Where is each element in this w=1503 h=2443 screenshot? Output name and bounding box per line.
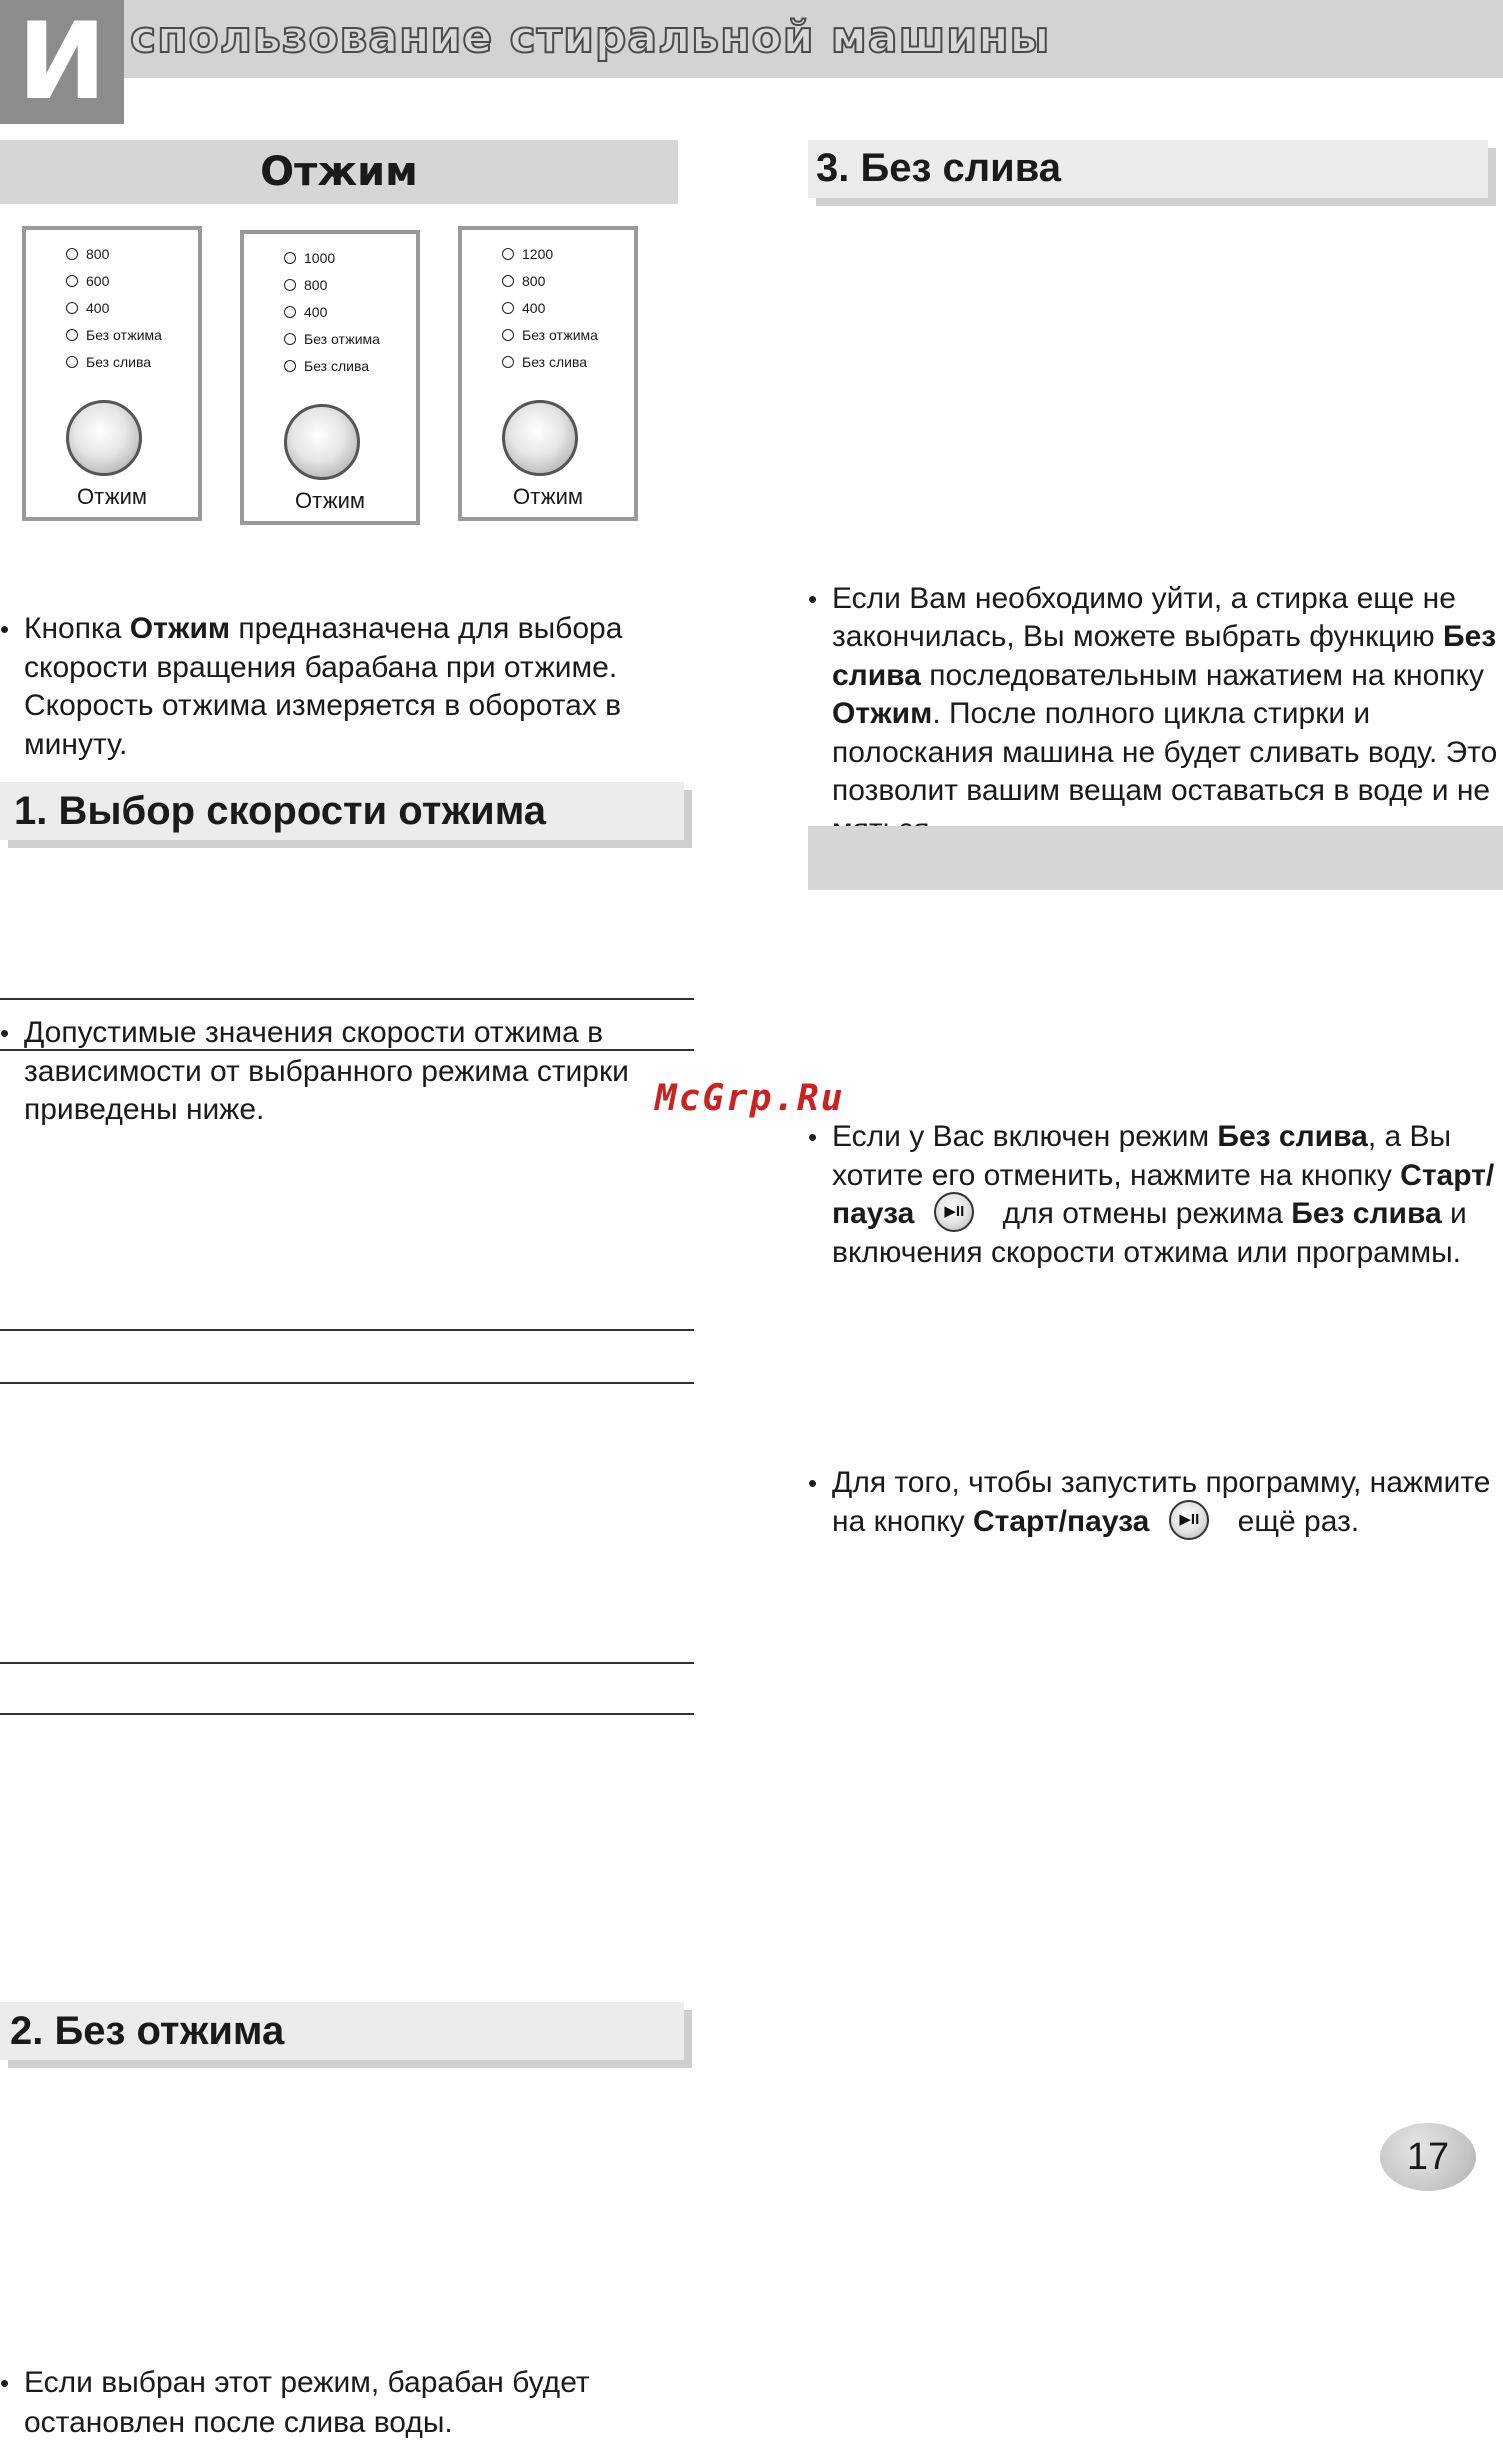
radio-indicator-icon — [502, 302, 514, 314]
page-number: 17 — [1380, 2123, 1476, 2191]
radio-indicator-icon — [66, 302, 78, 314]
spin-option: Без слива — [502, 354, 587, 370]
page-title: спользование стиральной машины — [130, 12, 1051, 63]
spin-section-title: Отжим — [260, 149, 418, 195]
start-pause-icon: ▶II — [934, 1192, 974, 1232]
watermark: McGrp.Ru — [655, 1078, 845, 1119]
table-rule — [0, 998, 694, 1000]
section-3-heading — [808, 140, 1488, 198]
spin-section-heading — [0, 140, 678, 204]
radio-indicator-icon — [284, 360, 296, 372]
radio-indicator-icon — [66, 329, 78, 341]
spin-panel-3 — [458, 226, 638, 521]
radio-indicator-icon — [66, 248, 78, 260]
table-rule — [0, 1713, 694, 1715]
table-rule — [0, 1662, 694, 1664]
spin-option: 800 — [66, 246, 109, 262]
spin-button-knob — [502, 400, 578, 476]
radio-indicator-icon — [66, 356, 78, 368]
spin-button-label: Отжим — [76, 484, 148, 509]
table-rule — [0, 1049, 694, 1051]
spin-option: Без слива — [66, 354, 151, 370]
radio-indicator-icon — [284, 333, 296, 345]
section-3-footer-bar — [808, 826, 1503, 890]
header-initial-letter: И — [0, 0, 124, 124]
spin-option: Без отжима — [66, 327, 162, 343]
radio-indicator-icon — [502, 329, 514, 341]
spin-option: Без слива — [284, 358, 369, 374]
radio-indicator-icon — [502, 356, 514, 368]
spin-option: 400 — [502, 300, 545, 316]
radio-indicator-icon — [284, 252, 296, 264]
spin-panel-1 — [22, 226, 202, 521]
radio-indicator-icon — [502, 275, 514, 287]
radio-indicator-icon — [284, 306, 296, 318]
table-rule — [0, 1329, 694, 1331]
spin-option: Без отжима — [502, 327, 598, 343]
spin-option: 800 — [502, 273, 545, 289]
spin-panel-2 — [240, 230, 420, 525]
spin-intro-paragraph: • Кнопка Отжим предназначена для выбора скорости вращения барабана при отжиме. Скорость отжима измеряется в оборотах в минуту. — [0, 610, 684, 764]
spin-option: 800 — [284, 277, 327, 293]
section-3-bullet-2: • Если у Вас включен режим Без слива, а Вы хотите его отменить, нажмите на кнопку Старт/пауза ▶II для отмены режима Без слива и включения скорости отжима или программы. — [808, 1118, 1503, 1272]
section-3-bullet-3: • Для того, чтобы запустить программу, нажмите на кнопку Старт/пауза ▶II ещё раз. — [808, 1464, 1503, 1541]
radio-indicator-icon — [284, 279, 296, 291]
spin-option: 400 — [66, 300, 109, 316]
section-3-bullet-1: • Если Вам необходимо уйти, а стирка еще не закончилась, Вы можете выбрать функцию Без слива последовательным нажатием на кнопку Отжим. После полного цикла стирки и полоскания машина не будет сливать воду. Это позволит вашим вещам оставаться в воде и не — [808, 580, 1503, 850]
spin-button-label: Отжим — [294, 488, 366, 513]
spin-option: 600 — [66, 273, 109, 289]
section-1-heading — [0, 782, 684, 840]
spin-button-knob — [284, 404, 360, 480]
section-2-heading — [0, 2002, 684, 2060]
section-2-text: • Если выбран этот режим, барабан будет остановлен после слива воды. — [0, 2363, 624, 2443]
spin-button-label: Отжим — [512, 484, 584, 509]
spin-option: Без отжима — [284, 331, 380, 347]
section-2-title: 2. Без отжима — [10, 2009, 285, 2053]
section-3-title: 3. Без слива — [816, 146, 1062, 190]
spin-option: 1000 — [284, 250, 335, 266]
section-1-text: • Допустимые значения скорости отжима в зависимости от выбранного режима стирки приведены ниже. — [0, 1014, 714, 1130]
section-1-title: 1. Выбор скорости отжима — [14, 789, 547, 833]
radio-indicator-icon — [66, 275, 78, 287]
spin-option: 400 — [284, 304, 327, 320]
radio-indicator-icon — [502, 248, 514, 260]
spin-button-knob — [66, 400, 142, 476]
table-rule — [0, 1382, 694, 1384]
start-pause-icon: ▶II — [1169, 1500, 1209, 1540]
spin-option: 1200 — [502, 246, 553, 262]
